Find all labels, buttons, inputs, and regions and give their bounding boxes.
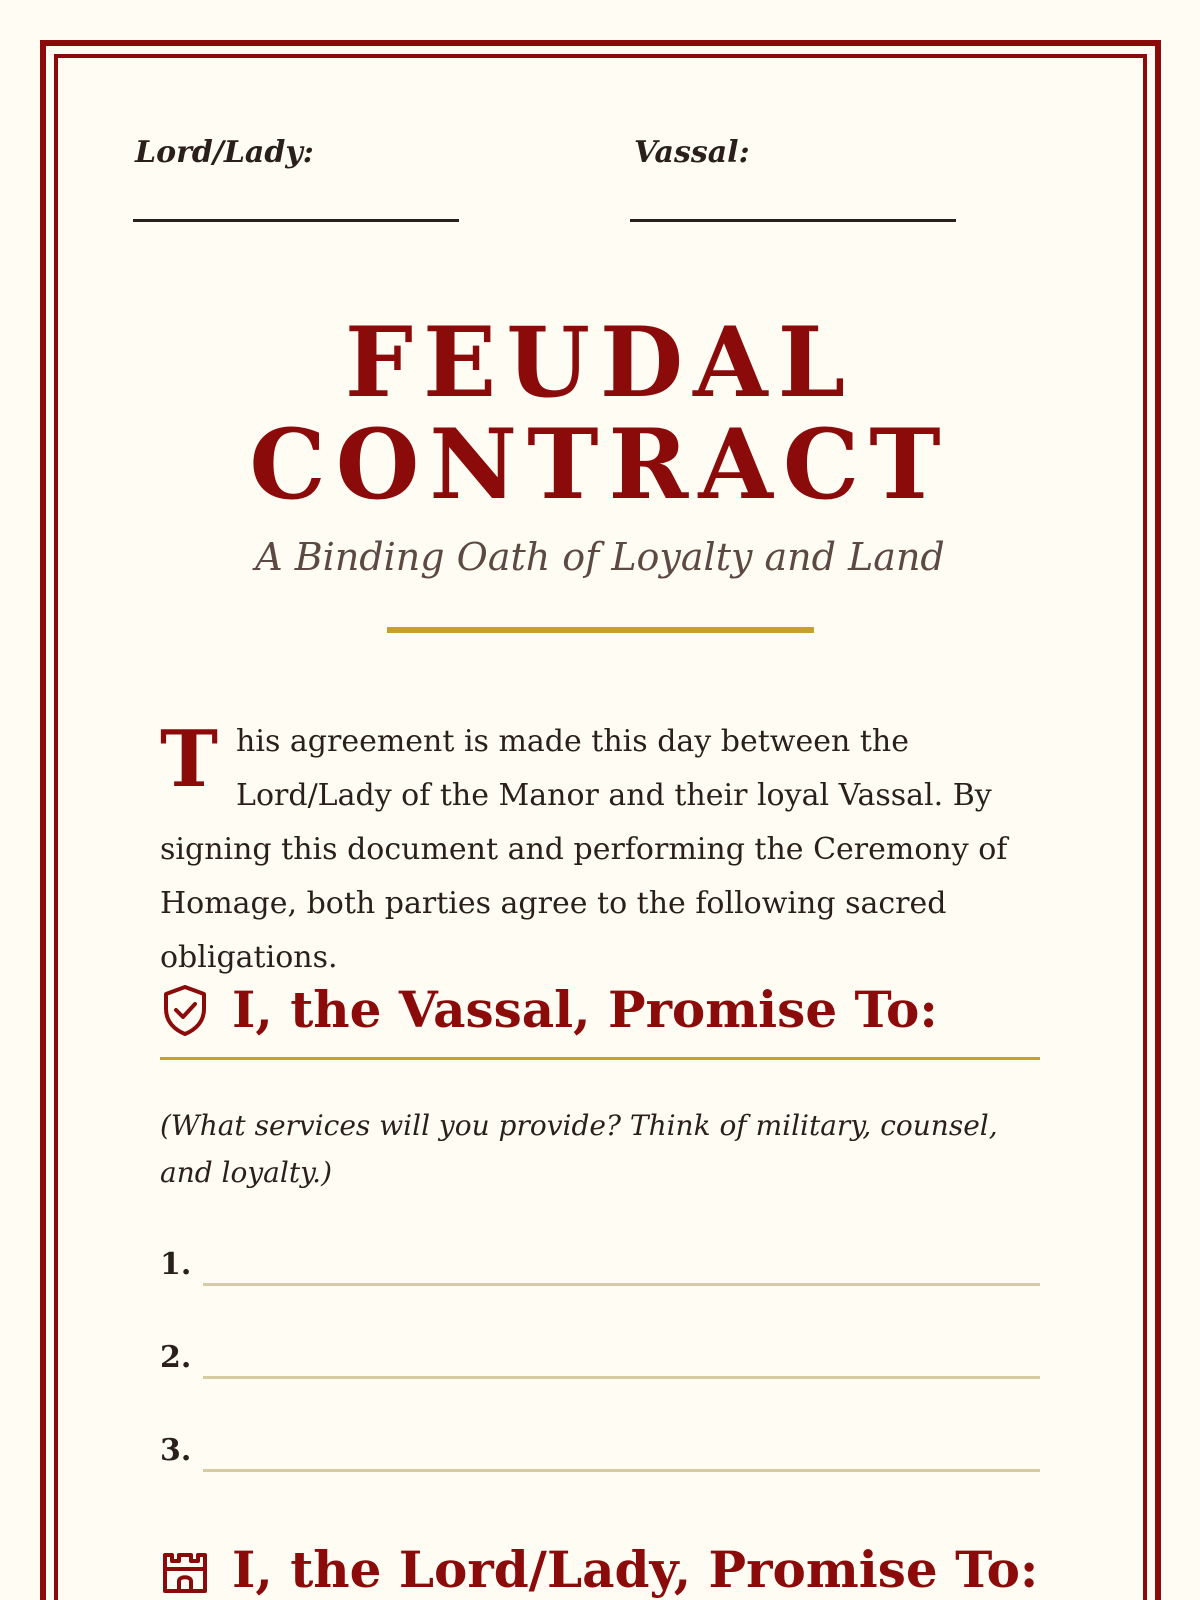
lord-label: Lord/Lady: bbox=[135, 135, 314, 170]
list-item bbox=[160, 1433, 1040, 1473]
list-number: 3. bbox=[160, 1433, 192, 1468]
title-divider bbox=[387, 627, 814, 633]
vassal-signature-line[interactable] bbox=[630, 219, 956, 222]
lord-heading-text: I, the Lord/Lady, Promise To: bbox=[232, 1540, 1039, 1599]
answer-line[interactable] bbox=[203, 1469, 1040, 1472]
lord-signature-line[interactable] bbox=[133, 219, 459, 222]
title-line-1: FEUDAL bbox=[344, 306, 856, 419]
list-number: 2. bbox=[160, 1340, 192, 1375]
intro-paragraph bbox=[160, 715, 1045, 985]
lord-section-heading bbox=[160, 1540, 1040, 1599]
title-line-2: CONTRACT bbox=[249, 408, 951, 521]
page-subtitle: A Binding Oath of Loyalty and Land bbox=[255, 535, 945, 579]
shield-check-icon bbox=[160, 983, 210, 1037]
vassal-section-heading bbox=[160, 980, 1040, 1039]
page-title bbox=[0, 306, 1200, 521]
castle-icon bbox=[160, 1543, 210, 1597]
list-item bbox=[160, 1247, 1040, 1287]
list-item bbox=[160, 1340, 1040, 1380]
vassal-heading-text: I, the Vassal, Promise To: bbox=[232, 980, 938, 1039]
list-number: 1. bbox=[160, 1247, 192, 1282]
vassal-section-rule bbox=[160, 1057, 1040, 1060]
answer-line[interactable] bbox=[203, 1283, 1040, 1286]
vassal-label: Vassal: bbox=[634, 135, 750, 170]
answer-line[interactable] bbox=[203, 1376, 1040, 1379]
intro-text: his agreement is made this day between the Lord/Lady of the Manor and their loyal Vassal. By signing this document and performing the Ceremony of Homage, both parties agree to the following sacred obligations. bbox=[160, 724, 1008, 975]
drop-cap: T bbox=[160, 714, 219, 805]
vassal-hint: (What services will you provide? Think of military, counsel, and loyalty.) bbox=[160, 1109, 998, 1189]
